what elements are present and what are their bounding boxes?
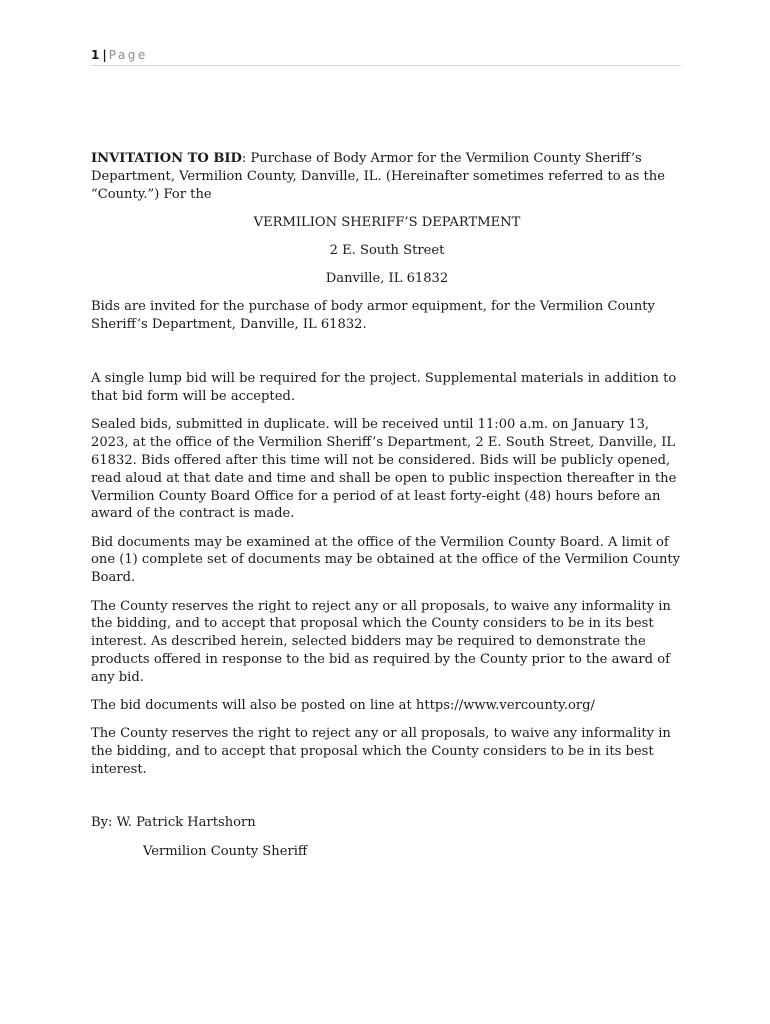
reserves-right-paragraph: The County reserves the right to reject any or all proposals, to waive any informality in the bidding, and to accept that proposal which the County considers to be in its best interest. As described herein, selected bidders may be required to demonstrate the products offered in response to the bid as required by the County prior to the award of any bid. <box>91 598 671 685</box>
invite-paragraph: Bids are invited for the purchase of body armor equipment, for the Vermilion County Sheriff’s Department, Danville, IL 61832. <box>91 299 655 332</box>
street-address: 2 E. South Street <box>329 242 445 258</box>
department-name: VERMILION SHERIFF’S DEPARTMENT <box>253 214 521 230</box>
document-body <box>91 150 683 871</box>
spacer <box>91 344 683 370</box>
signature-by: By: W. Patrick Hartshorn <box>91 815 256 831</box>
page-number-separator: | <box>102 48 107 62</box>
bid-documents-paragraph: Bid documents may be examined at the office of the Vermilion County Board. A limit of one (1) complete set of documents may be obtained at the office of the Vermilion County Board. <box>91 534 681 586</box>
city-state-zip: Danville, IL 61832 <box>325 271 449 287</box>
intro-paragraph <box>91 150 683 203</box>
invitation-heading: INVITATION TO BID <box>91 151 242 166</box>
address-block <box>91 214 683 288</box>
page-number: 1 <box>91 48 100 62</box>
signature-title: Vermilion County Sheriff <box>143 843 308 859</box>
online-posting-paragraph: The bid documents will also be posted on line at https://www.vercounty.org/ <box>91 698 595 714</box>
lump-bid-paragraph: A single lump bid will be required for the project. Supplemental materials in addition to that bid form will be accepted. <box>91 371 677 405</box>
page-label: Page <box>108 48 148 62</box>
page-header <box>91 46 681 66</box>
sealed-bids-paragraph: Sealed bids, submitted in duplicate. will be received until 11:00 a.m. on January 13, 2023, at the office of the Vermilion Sheriff’s Department, 2 E. South Street, Danville, IL 61832. Bids offered after this time will not be considered. Bids will be publicly opened, read aloud at that date and time and shall be open to public inspection thereafter in the Vermilion County Board Office for a period of at least forty-eight (48) hours before an award of the contract is made. <box>91 417 677 522</box>
reserves-right-short-paragraph: The County reserves the right to reject any or all proposals, to waive any informality in the bidding, and to accept that proposal which the County considers to be in its best interest. <box>91 726 671 777</box>
intro-text: : Purchase of Body Armor for the Vermilion County Sheriff’s Department, Vermilion County, Danville, IL. (Hereinafter sometimes referred to as the “County.”) For the <box>91 151 665 202</box>
spacer <box>91 789 683 814</box>
